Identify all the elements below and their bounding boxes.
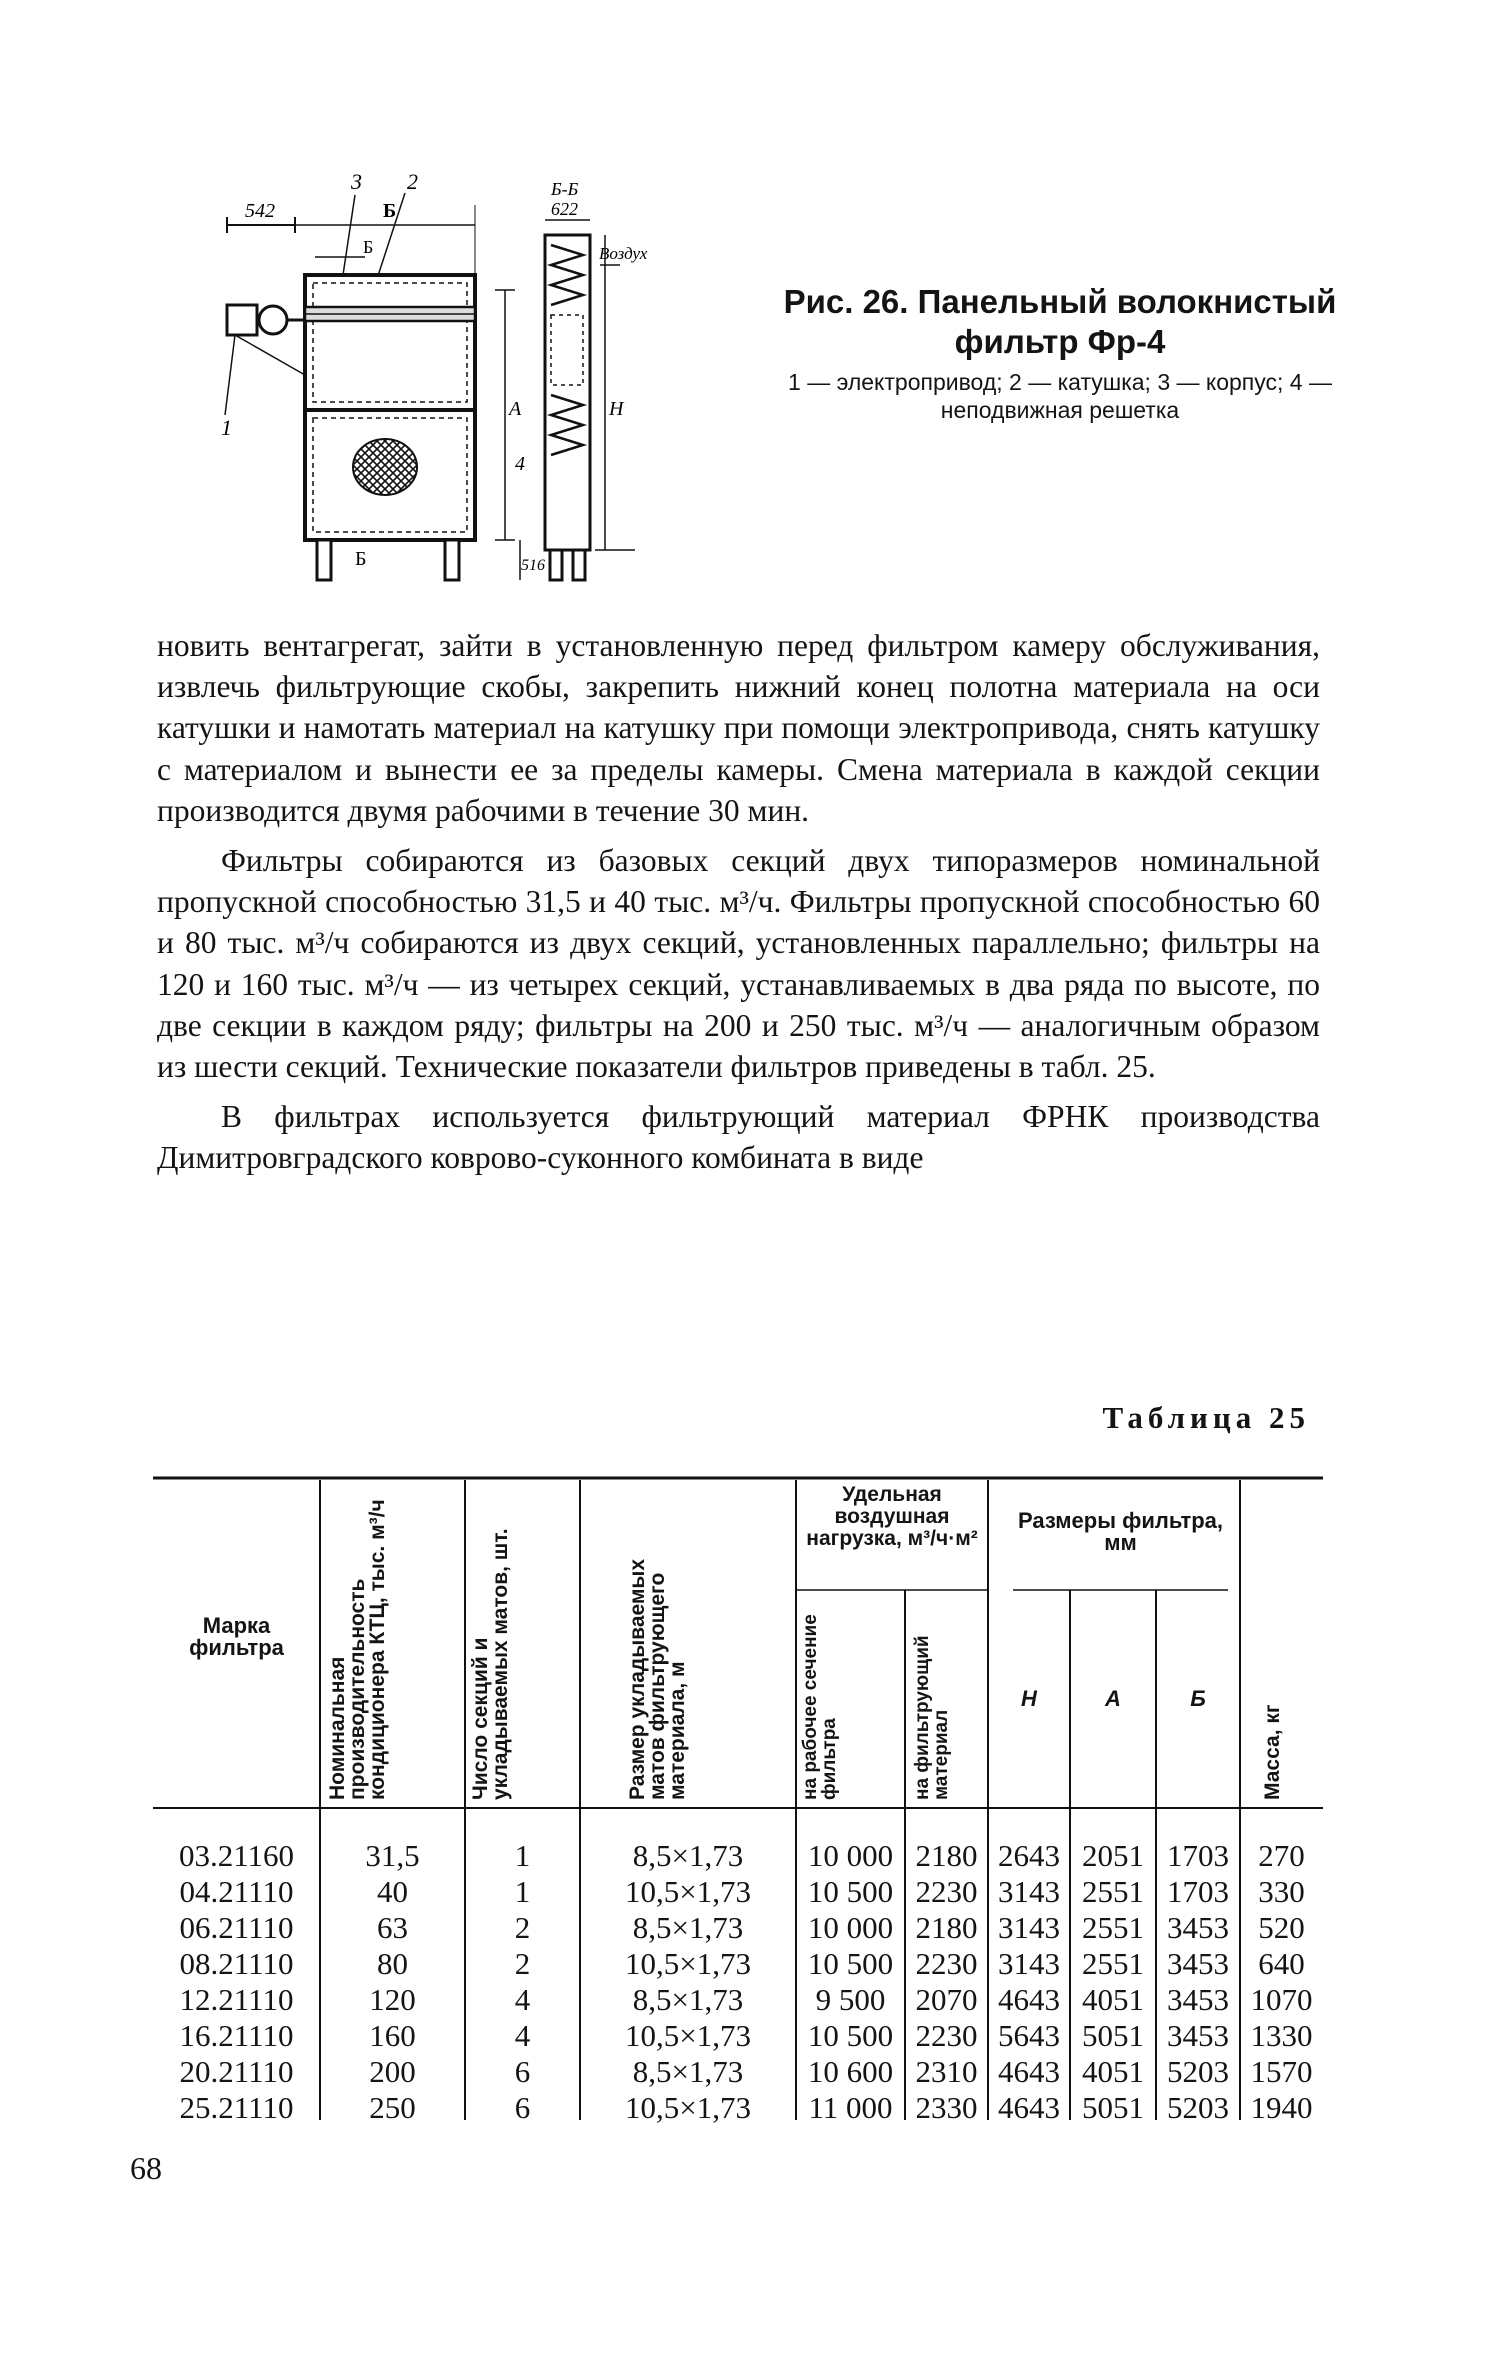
header-load-material: на фильтрующий материал <box>912 1635 952 1800</box>
cell-capacity: 80 <box>377 1946 408 1981</box>
cell-mat-size: 10,5×1,73 <box>625 2018 751 2053</box>
header-mass: Масса, кг <box>1261 1704 1284 1800</box>
table-row <box>153 2054 1323 2090</box>
label-b-bottom: Б <box>355 548 367 570</box>
dim-622: 622 <box>551 199 578 219</box>
cell-mass: 1330 <box>1250 2018 1313 2053</box>
label-4: 4 <box>515 453 525 475</box>
cell-mat-size: 8,5×1,73 <box>632 1838 744 1873</box>
cell-sections: 4 <box>514 2018 531 2053</box>
cell-dim-a: 5051 <box>1082 2018 1144 2053</box>
cell-capacity: 120 <box>369 1982 416 2017</box>
cell-load-material: 2070 <box>915 1982 978 2017</box>
label-3: 3 <box>351 169 362 194</box>
dim-542: 542 <box>245 200 275 222</box>
cell-sections: 2 <box>514 1910 531 1945</box>
section-title: Б-Б <box>551 179 579 199</box>
cell-mass: 1570 <box>1250 2054 1313 2089</box>
cell-load-material: 2310 <box>915 2054 978 2089</box>
cell-dim-h: 3143 <box>998 1874 1060 1909</box>
table-row <box>153 1874 1323 1910</box>
cell-load-section: 10 000 <box>807 1910 894 1945</box>
label-b-arrow: Б <box>363 237 374 257</box>
cell-mark: 25.21110 <box>179 2090 294 2125</box>
cell-mark: 12.21110 <box>179 1982 294 2017</box>
cell-capacity: 63 <box>377 1910 408 1945</box>
filter-drawing-svg <box>205 165 648 574</box>
cell-dim-b: 5203 <box>1167 2054 1229 2089</box>
cell-mass: 270 <box>1258 1838 1305 1873</box>
label-516: 516 <box>521 557 545 574</box>
cell-mark: 08.21110 <box>179 1946 294 1981</box>
cell-mat-size: 10,5×1,73 <box>625 1946 751 1981</box>
cell-load-section: 10 500 <box>807 1946 894 1981</box>
cell-dim-b: 3453 <box>1167 2018 1229 2053</box>
cell-load-section: 11 000 <box>808 2090 893 2125</box>
cell-load-section: 9 500 <box>815 1982 886 2017</box>
figure-caption-title: Рис. 26. Панельный волокнистый фильтр Фр-4 <box>783 283 1337 360</box>
air-label: Воздух <box>599 244 648 263</box>
header-capacity: Номинальная производительность кондиционера КТЦ, тыс. м³/ч <box>326 1499 389 1800</box>
cell-dim-h: 4643 <box>998 2054 1060 2089</box>
data-table <box>153 1470 1323 2125</box>
body-text <box>157 625 1320 1179</box>
cell-dim-b: 3453 <box>1167 1982 1229 2017</box>
cell-sections: 2 <box>514 1946 531 1981</box>
filter-drawing <box>205 165 648 574</box>
cell-dim-h: 4643 <box>998 2090 1060 2125</box>
paragraph-2: Фильтры собираются из базовых секций двух типоразмеров номинальной пропускной способностью 31,5 и 40 тыс. м³/ч. Фильтры пропускной способностью 60 и 80 тыс. м³/ч собираются из двух секций, установленных параллельно; фильтры на 120 и 160 тыс. м³/ч — из четырех секций, устанавливаемых в два ряда по высоте, по две секции в каждом ряду; фильтры на 200 и 250 тыс. м³/ч — аналогичным образом из шести секций. Технические показатели фильтров приведены в табл. 25. <box>157 843 1320 1085</box>
cell-load-section: 10 600 <box>807 2054 894 2089</box>
table-row <box>153 2090 1323 2126</box>
header-b: Б <box>1190 1686 1206 1711</box>
cell-load-section: 10 500 <box>807 2018 894 2053</box>
cell-dim-b: 1703 <box>1167 1838 1229 1873</box>
header-h: Н <box>1021 1686 1037 1711</box>
cell-dim-h: 3143 <box>998 1910 1060 1945</box>
cell-load-material: 2230 <box>915 1946 978 1981</box>
cell-capacity: 40 <box>377 1874 408 1909</box>
page-number: 68 <box>130 2150 162 2186</box>
cell-sections: 6 <box>514 2054 531 2089</box>
cell-mat-size: 8,5×1,73 <box>632 1910 744 1945</box>
paragraph-3: В фильтрах используется фильтрующий материал ФРНК производства Димитровградского коврово-суконного комбината в виде <box>157 1099 1320 1176</box>
cell-mass: 640 <box>1258 1946 1305 1981</box>
table-row <box>153 1838 1323 1874</box>
label-2: 2 <box>407 169 418 194</box>
cell-load-section: 10 000 <box>807 1838 894 1873</box>
cell-mat-size: 10,5×1,73 <box>625 2090 751 2125</box>
table-row <box>153 1946 1323 1982</box>
cell-mark: 16.21110 <box>179 2018 294 2053</box>
table-row <box>153 2018 1323 2054</box>
cell-mat-size: 8,5×1,73 <box>632 2054 744 2089</box>
table-row <box>153 1910 1323 1946</box>
cell-dim-a: 2551 <box>1082 1910 1144 1945</box>
cell-dim-a: 2551 <box>1082 1946 1144 1981</box>
cell-dim-b: 3453 <box>1167 1946 1229 1981</box>
cell-dim-h: 4643 <box>998 1982 1060 2017</box>
cell-sections: 4 <box>514 1982 531 2017</box>
label-h: Н <box>609 398 624 420</box>
cell-sections: 6 <box>514 2090 531 2125</box>
cell-load-section: 10 500 <box>807 1874 894 1909</box>
header-mat-size: Размер укладываемых матов фильтрующего материала, м <box>626 1558 689 1800</box>
cell-dim-b: 3453 <box>1167 1910 1229 1945</box>
cell-dim-b: 5203 <box>1167 2090 1229 2125</box>
cell-mat-size: 10,5×1,73 <box>625 1874 751 1909</box>
cell-dim-h: 2643 <box>998 1838 1060 1873</box>
paragraph-1: новить вентагрегат, зайти в установленную перед фильтром камеру обслуживания, извлечь фильтрующие скобы, закрепить нижний конец полотна материала на оси катушки и намотать материал на катушку при помощи электропривода, снять катушку с материалом и вынести ее за пределы камеры. Смена материала в каждой секции производится двумя рабочими в течение 30 мин. <box>157 628 1320 828</box>
header-mark: Марка фильтра <box>189 1613 284 1660</box>
cell-dim-a: 2551 <box>1082 1874 1144 1909</box>
cell-mark: 20.21110 <box>179 2054 294 2089</box>
cell-load-material: 2230 <box>915 1874 978 1909</box>
label-a: А <box>509 398 522 420</box>
cell-load-material: 2180 <box>915 1838 978 1873</box>
cell-mass: 1940 <box>1250 2090 1313 2125</box>
header-load-group: Удельная воздушная нагрузка, м³/ч·м² <box>806 1483 978 1550</box>
cell-dim-a: 4051 <box>1082 2054 1144 2089</box>
cell-dim-h: 5643 <box>998 2018 1060 2053</box>
cell-dim-a: 4051 <box>1082 1982 1144 2017</box>
cell-capacity: 200 <box>369 2054 416 2089</box>
cell-mass: 330 <box>1258 1874 1305 1909</box>
header-load-section: на рабочее сечение фильтра <box>800 1614 840 1800</box>
cell-mark: 03.21160 <box>178 1838 295 1873</box>
cell-mark: 04.21110 <box>179 1874 294 1909</box>
cell-mat-size: 8,5×1,73 <box>632 1982 744 2017</box>
cell-dim-a: 2051 <box>1082 1838 1144 1873</box>
figure-caption <box>780 282 1340 424</box>
header-sections: Число секций и укладываемых матов, шт. <box>469 1528 512 1800</box>
cell-mass: 1070 <box>1250 1982 1313 2017</box>
cell-capacity: 250 <box>369 2090 416 2125</box>
cell-sections: 1 <box>514 1874 531 1909</box>
label-b: Б <box>383 200 397 222</box>
cell-dim-h: 3143 <box>998 1946 1060 1981</box>
header-a: А <box>1105 1686 1121 1711</box>
cell-load-material: 2330 <box>915 2090 978 2125</box>
figure-caption-legend: 1 — электропривод; 2 — катушка; 3 — корпус; 4 — неподвижная решетка <box>788 369 1332 423</box>
cell-sections: 1 <box>514 1838 531 1873</box>
cell-load-material: 2180 <box>915 1910 978 1945</box>
header-dims-group: Размеры фильтра, мм <box>1017 1508 1224 1555</box>
cell-load-material: 2230 <box>915 2018 978 2053</box>
cell-mass: 520 <box>1258 1910 1305 1945</box>
cell-mark: 06.21110 <box>179 1910 294 1945</box>
label-1: 1 <box>221 415 232 440</box>
cell-capacity: 31,5 <box>365 1838 420 1873</box>
cell-capacity: 160 <box>369 2018 416 2053</box>
table-title: Таблица 25 <box>1102 1400 1310 1435</box>
cell-dim-a: 5051 <box>1082 2090 1144 2125</box>
table-row <box>153 1982 1323 2018</box>
cell-dim-b: 1703 <box>1167 1874 1229 1909</box>
